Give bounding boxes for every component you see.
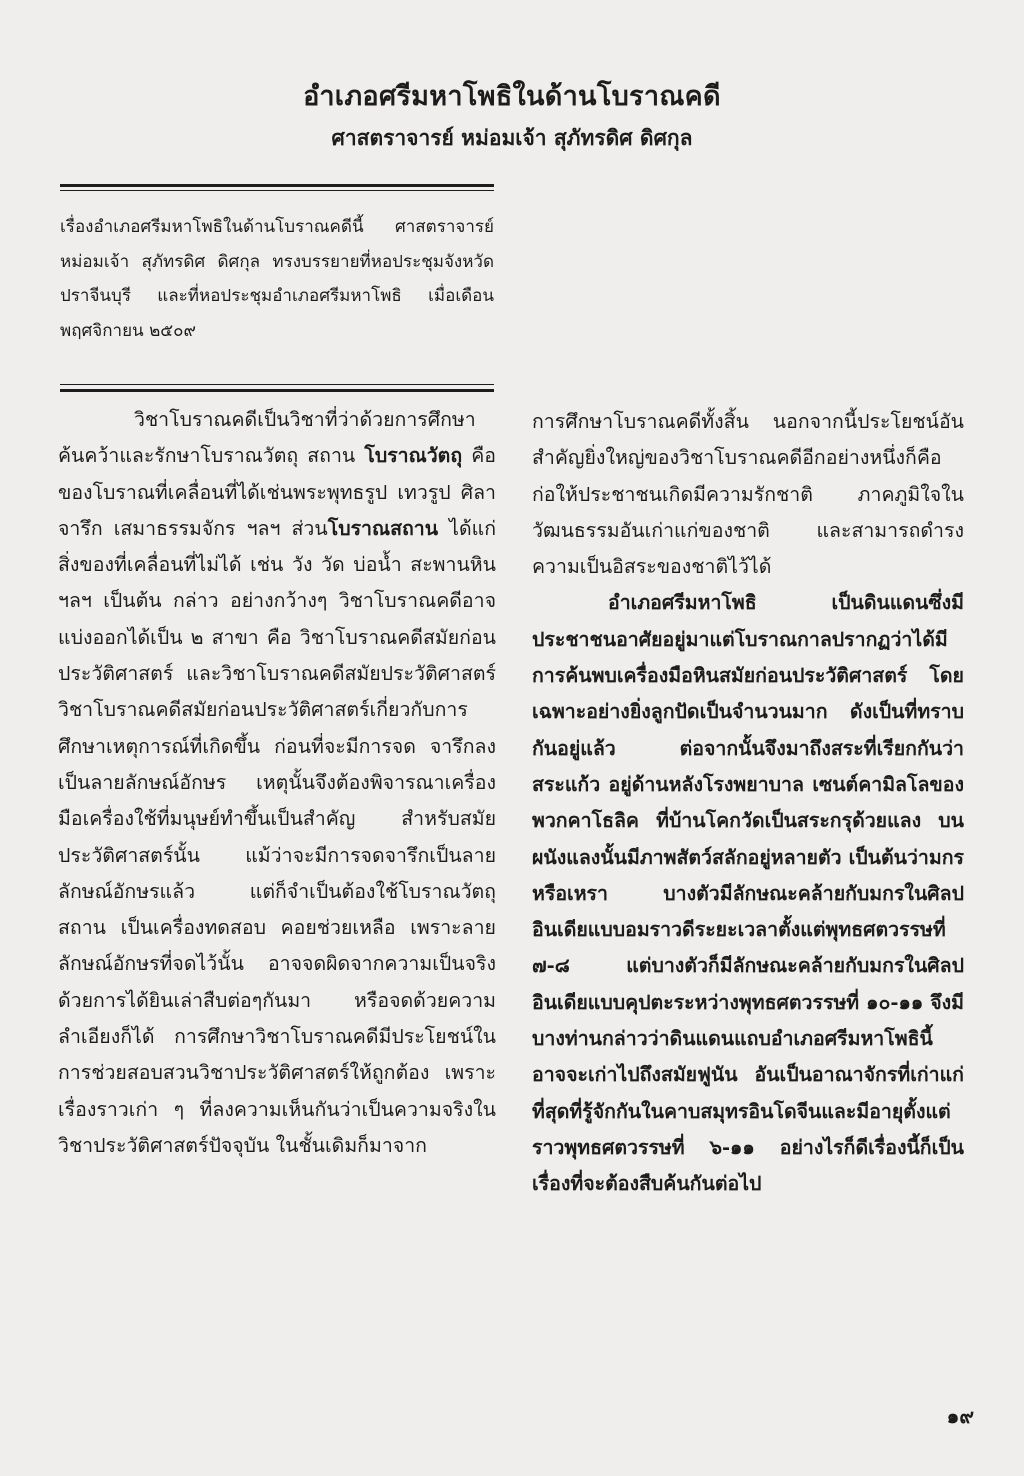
left-paragraph <box>58 402 496 1164</box>
article-title: อำเภอศรีมหาโพธิในด้านโบราณคดี <box>303 81 721 112</box>
right-paragraph-2: อำเภอศรีมหาโพธิ เป็นดินแดนซึ่งมีประชาชนอาศัยอยู่มาแต่โบราณกาลปรากฏว่าได้มีการค้นพบเครื่องมือหินสมัยก่อนประวัติศาสตร์ โดยเฉพาะอย่างยิ่งลูกปัดเป็นจำนวนมาก ดังเป็นที่ทราบกันอยู่แล้ว ต่อจากนั้นจึงมาถึงสระที่เรียกกันว่า สระแก้ว อยู่ด้านหลังโรงพยาบาล เซนต์คามิลโลของพวกคาโธลิค ที่บ้านโคกวัดเป็นสระกรุด้วยแลง บนผนังแลงนั้นมีภาพสัตว์สลักอยู่หลายตัว เป็นต้นว่ามกรหรือเหรา บางตัวมีลักษณะคล้ายกับมกรในศิลปอินเดียแบบอมราวดีระยะเวลาตั้งแต่พุทธศตวรรษที่ ๗-๘ แต่บางตัวก็มีลักษณะคล้ายกับมกรในศิลปอินเดียแบบคุปตะระหว่างพุทธศตวรรษที่ ๑๐-๑๑ จึงมีบางท่านกล่าวว่าดินแดนแถบอำเภอศรีมหาโพธินี้อาจจะเก่าไปถึงสมัยฟูนัน อันเป็นอาณาจักรที่เก่าแก่ที่สุดที่รู้จักกันในคาบสมุทรอินโดจีนและมีอายุตั้งแต่ราวพุทธศตวรรษที่ ๖-๑๑ อย่างไรก็ดีเรื่องนี้ก็เป็นเรื่องที่จะต้องสืบค้นกันต่อไป <box>532 591 964 1196</box>
bottom-rule-thin <box>60 384 494 385</box>
bold-term-monuments: โบราณสถาน <box>327 516 439 540</box>
intro-note: เรื่องอำเภอศรีมหาโพธิในด้านโบราณคดีนี้ ศาสตราจารย์ หม่อมเจ้า สุภัทรดิศ ดิศกุล ทรงบรรยายที่หอประชุมจังหวัดปราจีนบุรี และที่หอประชุมอำเภอศรีมหาโพธิ เมื่อเดือนพฤศจิกายน ๒๕๐๙ <box>60 217 494 341</box>
left-column <box>58 402 496 1164</box>
right-paragraph-1: การศึกษาโบราณคดีทั้งสิ้น นอกจากนี้ประโยชน์อันสำคัญยิ่งใหญ่ของวิชาโบราณคดีอีกอย่างหนึ่งก็คือ ก่อให้ประชาชนเกิดมีความรักชาติ ภาคภูมิใจในวัฒนธรรมอันเก่าแก่ของชาติ และสามารถดำรง ความเป็นอิสระของชาติไว้ได้ <box>532 410 964 579</box>
bold-term-antiquities: โบราณวัตถุ <box>364 444 463 468</box>
page-number: ๑๙ <box>946 1404 974 1428</box>
top-rule-thin <box>60 190 494 191</box>
text-run: คือ ของโบราณที่เคลื่อนที่ได้เช่นพระพุทธรูป เทวรูป ศิลาจารึก เสมาธรรมจักร ฯลฯ ส่วน <box>58 444 496 540</box>
text-run: ได้แก่ สิ่งของที่เคลื่อนที่ไม่ได้ เช่น วัง วัด บ่อน้ำ สะพานหิน ฯลฯ เป็นต้น กล่าว อย่างกว้างๆ วิชาโบราณคดีอาจแบ่งออกได้เป็น ๒ สาขา คือ วิชาโบราณคดีสมัยก่อน ประวัติศาสตร์ และวิชาโบราณคดีสมัยประวัติศาสตร์ วิชาโบราณคดีสมัยก่อนประวัติศาสตร์เกี่ยวกับการศึกษาเหตุการณ์ที่เกิดขึ้น ก่อนที่จะมีการจด จารึกลงเป็นลายลักษณ์อักษร เหตุนั้นจึงต้องพิจารณาเครื่องมือเครื่องใช้ที่มนุษย์ทำขึ้นเป็นสำคัญ สำหรับสมัยประวัติศาสตร์นั้น แม้ว่าจะมีการจดจารึกเป็นลายลักษณ์อักษรแล้ว แต่ก็จำเป็นต้องใช้โบราณวัตถุ สถาน เป็นเครื่องทดสอบ คอยช่วยเหลือ เพราะลายลักษณ์อักษรที่จดไว้นั้น อาจจดผิดจากความเป็นจริง ด้วยการได้ยินเล่าสืบต่อๆกันมา หรือจดด้วยความลำเอียงก็ได้ การศึกษาวิชาโบราณคดีมีประโยชน์ในการช่วยสอบสวนวิชาประวัติศาสตร์ให้ถูกต้อง เพราะเรื่องราวเก่า ๆ ที่ลงความเห็นกันว่าเป็นความจริงในวิชาประวัติศาสตร์ปัจจุบัน ในชั้นเดิมก็มาจาก <box>58 516 497 1157</box>
top-rule-thick <box>60 184 494 187</box>
text-run: วิชาโบราณคดีเป็นวิชาที่ว่าด้วยการศึกษาค้นคว้าและรักษาโบราณวัตถุ สถาน <box>58 408 476 468</box>
right-column <box>532 404 964 1203</box>
bottom-rule-thick <box>60 389 494 392</box>
article-author: ศาสตราจารย์ หม่อมเจ้า สุภัทรดิศ ดิศกุล <box>331 125 693 150</box>
